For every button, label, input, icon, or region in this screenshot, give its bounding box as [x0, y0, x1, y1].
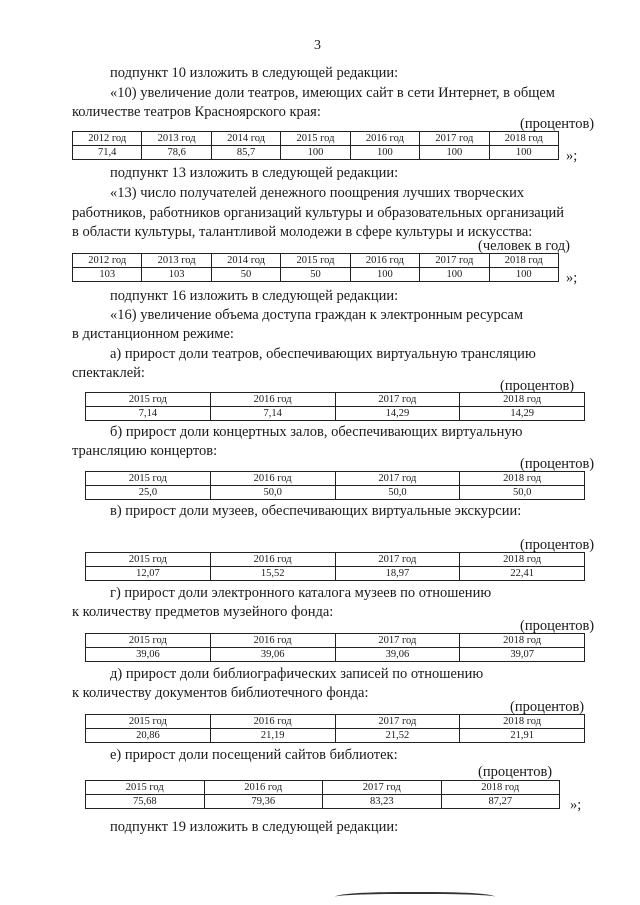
value-cell: 39,06 — [210, 648, 335, 662]
item-v: в) прирост доли музеев, обеспечивающих виртуальные экскурсии: — [110, 503, 522, 519]
item-g-line-1: г) прирост доли электронного каталога музеев по отношению — [110, 585, 492, 601]
paragraph-10-line-2: количестве театров Красноярского края: — [72, 104, 321, 120]
header-cell: 2017 год — [335, 472, 460, 486]
unit-label-v: (процентов) — [520, 537, 595, 553]
table-10 — [72, 131, 559, 160]
value-cell: 22,41 — [460, 567, 585, 581]
header-cell: 2015 год — [86, 715, 211, 729]
value-cell: 50,0 — [460, 486, 585, 500]
table-header-row — [86, 781, 560, 795]
value-cell: 20,86 — [86, 729, 211, 743]
header-cell: 2017 год — [420, 132, 489, 146]
header-cell: 2018 год — [441, 781, 560, 795]
item-e: е) прирост доли посещений сайтов библиотек: — [110, 747, 398, 763]
header-cell: 2015 год — [86, 634, 211, 648]
table-value-row — [86, 795, 560, 809]
header-cell: 2016 год — [210, 634, 335, 648]
value-cell: 71,4 — [73, 146, 142, 160]
table-value-row — [86, 567, 585, 581]
header-cell: 2018 год — [460, 634, 585, 648]
value-cell: 100 — [281, 146, 350, 160]
table-d — [85, 714, 585, 743]
value-cell: 100 — [489, 146, 558, 160]
item-d-line-2: к количеству документов библиотечного фонда: — [72, 685, 369, 701]
header-cell: 2014 год — [211, 132, 280, 146]
paragraph-13-line-2: работников, работников организаций культуры и образовательных организаций — [72, 205, 565, 221]
subsection-heading-16: подпункт 16 изложить в следующей редакции: — [110, 288, 399, 304]
header-cell: 2018 год — [460, 393, 585, 407]
header-cell: 2017 год — [335, 634, 460, 648]
paragraph-16-line-1: «16) увеличение объема доступа граждан к электронным ресурсам — [110, 307, 524, 323]
value-cell: 39,06 — [86, 648, 211, 662]
header-cell: 2014 год — [211, 254, 280, 268]
value-cell: 21,91 — [460, 729, 585, 743]
stamp-mark — [335, 892, 495, 904]
value-cell: 21,52 — [335, 729, 460, 743]
value-cell: 100 — [350, 268, 419, 282]
header-cell: 2016 год — [350, 132, 419, 146]
header-cell: 2016 год — [210, 472, 335, 486]
table-value-row — [86, 486, 585, 500]
header-cell: 2015 год — [281, 254, 350, 268]
value-cell: 103 — [142, 268, 211, 282]
value-cell: 12,07 — [86, 567, 211, 581]
paragraph-13-line-3: в области культуры, талантливой молодежи в сфере культуры и искусства: — [72, 224, 533, 240]
table-header-row — [73, 254, 559, 268]
subsection-heading-19: подпункт 19 изложить в следующей редакции: — [110, 819, 399, 835]
closing-quote-e: »; — [570, 797, 582, 813]
value-cell: 18,97 — [335, 567, 460, 581]
paragraph-16-line-2: в дистанционном режиме: — [72, 326, 234, 342]
header-cell: 2017 год — [335, 715, 460, 729]
table-header-row — [86, 634, 585, 648]
value-cell: 103 — [73, 268, 142, 282]
value-cell: 50,0 — [335, 486, 460, 500]
header-cell: 2017 год — [335, 553, 460, 567]
value-cell: 100 — [350, 146, 419, 160]
header-cell: 2018 год — [460, 715, 585, 729]
value-cell: 39,06 — [335, 648, 460, 662]
value-cell: 83,23 — [323, 795, 442, 809]
unit-label-13: (человек в год) — [478, 238, 571, 254]
item-g-line-2: к количеству предметов музейного фонда: — [72, 604, 334, 620]
paragraph-10-line-1: «10) увеличение доли театров, имеющих сайт в сети Интернет, в общем — [110, 85, 555, 101]
header-cell: 2015 год — [86, 781, 205, 795]
value-cell: 15,52 — [210, 567, 335, 581]
closing-quote-10: »; — [566, 148, 578, 164]
header-cell: 2018 год — [460, 553, 585, 567]
header-cell: 2018 год — [460, 472, 585, 486]
value-cell: 7,14 — [86, 407, 211, 421]
table-header-row — [86, 553, 585, 567]
value-cell: 85,7 — [211, 146, 280, 160]
header-cell: 2018 год — [489, 254, 558, 268]
subsection-heading-10: подпункт 10 изложить в следующей редакции: — [110, 65, 399, 81]
value-cell: 50 — [281, 268, 350, 282]
item-b-line-2: трансляцию концертов: — [72, 443, 218, 459]
header-cell: 2017 год — [335, 393, 460, 407]
value-cell: 87,27 — [441, 795, 560, 809]
unit-label-g: (процентов) — [520, 618, 595, 634]
header-cell: 2015 год — [281, 132, 350, 146]
unit-label-d: (процентов) — [510, 699, 585, 715]
value-cell: 14,29 — [460, 407, 585, 421]
item-a-line-1: а) прирост доли театров, обеспечивающих виртуальную трансляцию — [110, 346, 536, 362]
value-cell: 79,36 — [204, 795, 323, 809]
header-cell: 2016 год — [210, 393, 335, 407]
table-value-row — [86, 407, 585, 421]
table-b — [85, 471, 585, 500]
subsection-heading-13: подпункт 13 изложить в следующей редакции: — [110, 165, 399, 181]
header-cell: 2015 год — [86, 393, 211, 407]
header-cell: 2016 год — [204, 781, 323, 795]
value-cell: 50 — [211, 268, 280, 282]
unit-label-a: (процентов) — [500, 378, 575, 394]
paragraph-13-line-1: «13) число получателей денежного поощрения лучших творческих — [110, 185, 525, 201]
value-cell: 25,0 — [86, 486, 211, 500]
header-cell: 2012 год — [73, 132, 142, 146]
table-header-row — [86, 472, 585, 486]
table-a — [85, 392, 585, 421]
unit-label-b: (процентов) — [520, 456, 595, 472]
table-value-row — [86, 648, 585, 662]
item-b-line-1: б) прирост доли концертных залов, обеспечивающих виртуальную — [110, 424, 523, 440]
value-cell: 100 — [420, 146, 489, 160]
header-cell: 2016 год — [350, 254, 419, 268]
table-value-row — [73, 268, 559, 282]
table-e — [85, 780, 560, 809]
header-cell: 2017 год — [420, 254, 489, 268]
page-number: 3 — [314, 38, 321, 53]
header-cell: 2018 год — [489, 132, 558, 146]
value-cell: 78,6 — [142, 146, 211, 160]
table-g — [85, 633, 585, 662]
value-cell: 7,14 — [210, 407, 335, 421]
table-header-row — [86, 715, 585, 729]
header-cell: 2016 год — [210, 715, 335, 729]
value-cell: 21,19 — [210, 729, 335, 743]
table-value-row — [86, 729, 585, 743]
unit-label-10: (процентов) — [520, 116, 595, 132]
value-cell: 50,0 — [210, 486, 335, 500]
table-header-row — [73, 132, 559, 146]
value-cell: 100 — [420, 268, 489, 282]
unit-label-e: (процентов) — [478, 764, 553, 780]
header-cell: 2013 год — [142, 254, 211, 268]
item-d-line-1: д) прирост доли библиографических записей по отношению — [110, 666, 484, 682]
table-value-row — [73, 146, 559, 160]
header-cell: 2016 год — [210, 553, 335, 567]
header-cell: 2015 год — [86, 472, 211, 486]
value-cell: 14,29 — [335, 407, 460, 421]
table-v — [85, 552, 585, 581]
header-cell: 2015 год — [86, 553, 211, 567]
header-cell: 2012 год — [73, 254, 142, 268]
value-cell: 75,68 — [86, 795, 205, 809]
value-cell: 39,07 — [460, 648, 585, 662]
header-cell: 2013 год — [142, 132, 211, 146]
table-header-row — [86, 393, 585, 407]
item-a-line-2: спектаклей: — [72, 365, 145, 381]
closing-quote-13: »; — [566, 270, 578, 286]
value-cell: 100 — [489, 268, 558, 282]
table-13 — [72, 253, 559, 282]
header-cell: 2017 год — [323, 781, 442, 795]
